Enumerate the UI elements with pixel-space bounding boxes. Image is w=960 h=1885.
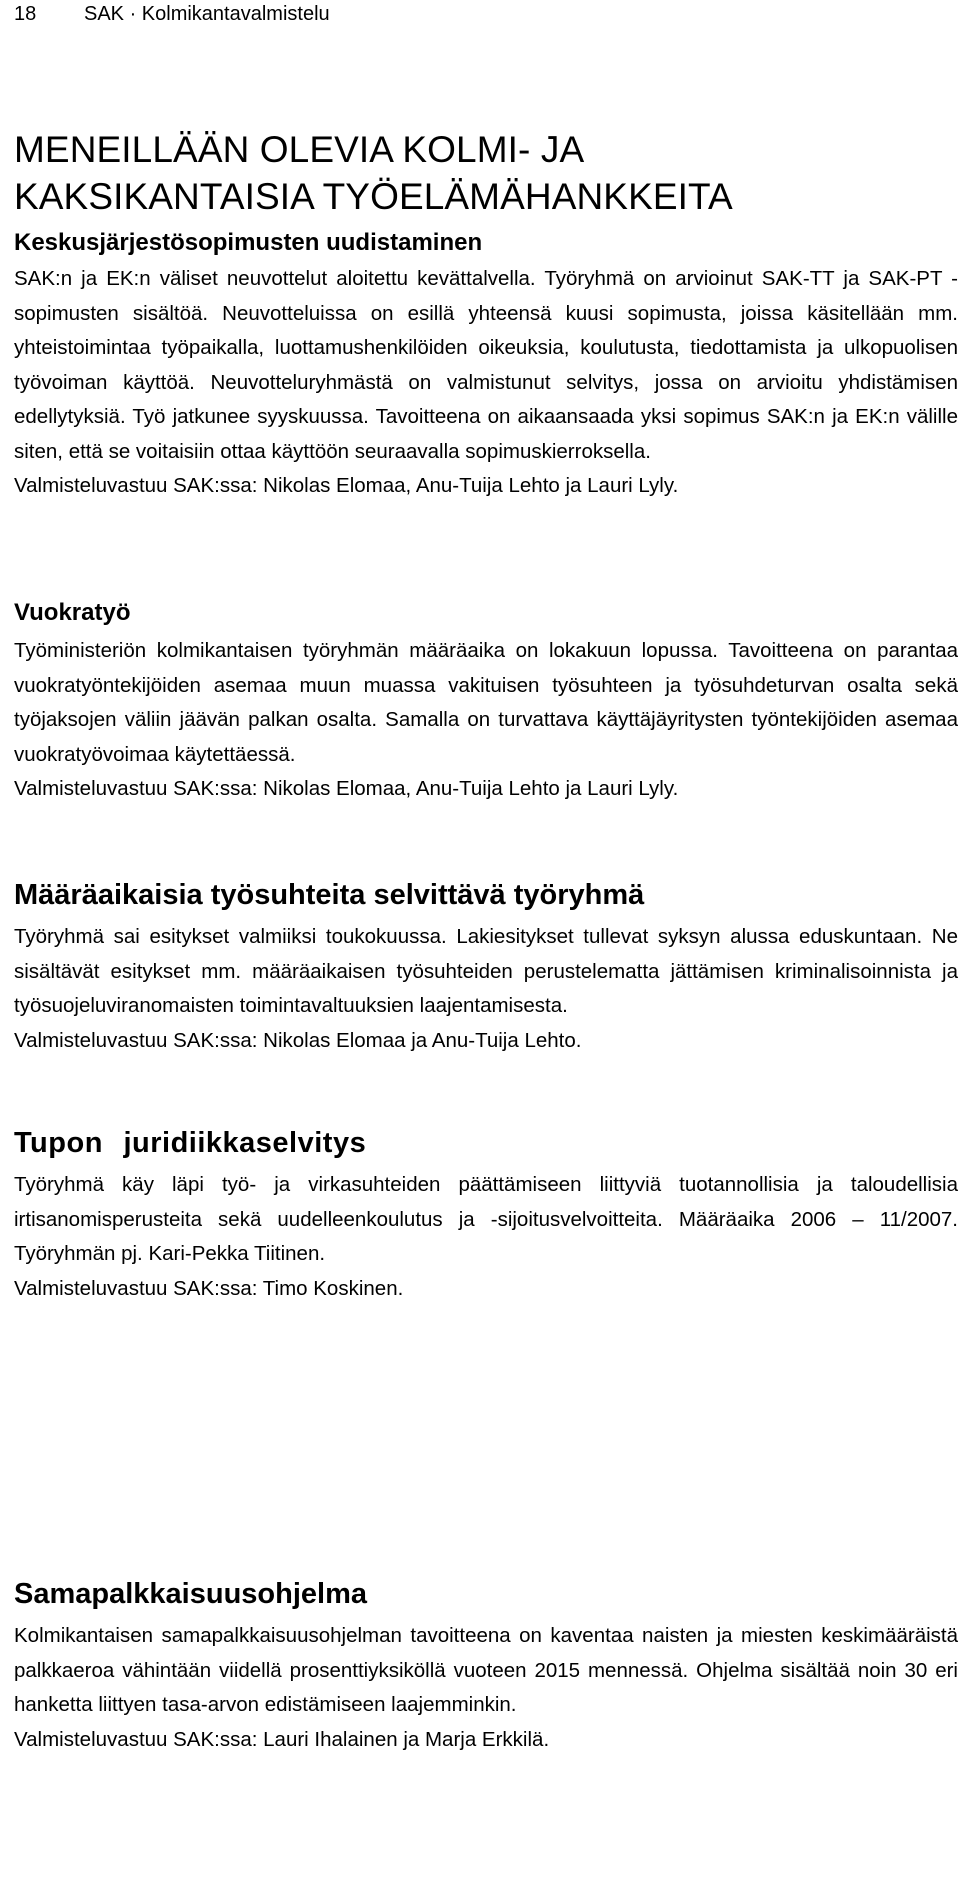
- section-credit: Valmisteluvastuu SAK:ssa: Timo Koskinen.: [14, 1276, 404, 1300]
- section-heading: Määräaikaisia työsuhteita selvittävä työryhmä: [14, 879, 645, 911]
- section-vuokratyo: [14, 596, 958, 807]
- section-heading: Tupon juridiikkaselvitys: [14, 1127, 367, 1159]
- section-body: Työministeriön kolmikantaisen työryhmän määräaika on lokakuun lopussa. Tavoitteena on parantaa vuokratyöntekijöiden asemaa muun muassa vakituisen työsuhteen ja työsuhdeturvan osalta sekä työjaksojen väliin jäävän palkan osalta. Samalla on turvattava käyttäjäyritysten työntekijöiden asemaa vuokratyövoimaa käytettäessä.: [14, 639, 958, 766]
- section-credit: Valmisteluvastuu SAK:ssa: Nikolas Elomaa, Anu-Tuija Lehto ja Lauri Lyly.: [14, 474, 679, 497]
- page-title-line-1: MENEILLÄÄN OLEVIA KOLMI- JA: [14, 129, 585, 170]
- running-title: SAK · Kolmikantavalmistelu: [84, 3, 330, 25]
- section-samapalkkaisuusohjelma: [14, 1575, 958, 1757]
- section-keskusjarjestosopimukset: [14, 226, 958, 504]
- section-body: SAK:n ja EK:n väliset neuvottelut aloitettu kevättalvella. Työryhmä on arvioinut SAK-TT ja SAK-PT -sopimusten sisältöä. Neuvotteluissa on esillä yhteensä kuusi sopimusta, joissa käsitellään mm. yhteistoimintaa työpaikalla, luottamushenkilöiden oikeuksia, koulutusta, tiedottamista ja ulkopuolisen työvoiman käyttöä. Neuvotteluryhmästä on valmistunut selvitys, jossa on arvioitu yhdistämisen edellytyksiä. Työ jatkunee syyskuussa. Tavoitteena on aikaansaada yksi sopimus SAK:n ja EK:n välille siten, että se voitaisiin ottaa käyttöön seuraavalla sopimuskierroksella.: [14, 267, 958, 463]
- running-header: [14, 0, 946, 28]
- section-maaraaikaiset-tyosuhteet: [14, 876, 958, 1058]
- section-credit: Valmisteluvastuu SAK:ssa: Nikolas Elomaa, Anu-Tuija Lehto ja Lauri Lyly.: [14, 777, 679, 800]
- section-heading: Keskusjärjestösopimusten uudistaminen: [14, 229, 483, 256]
- section-body: Työryhmä käy läpi työ- ja virkasuhteiden päättämiseen liittyviä tuotannollisia ja taloudellisia irtisanomisperusteita sekä uudelleenkoulutus ja -sijoitusvelvoitteita. Määräaika 2006 – 11/2007. Työryhmän pj. Kari-Pekka Tiitinen.: [14, 1173, 958, 1265]
- section-body: Työryhmä sai esitykset valmiiksi toukokuussa. Lakiesitykset tullevat syksyn alussa eduskuntaan. Ne sisältävät esitykset mm. määräaikaisen työsuhteiden perustelematta jättämisen kriminalisoinnista ja työsuojeluviranomaisten toimintavaltuuksien laajentamisesta.: [14, 925, 958, 1017]
- section-tupon-juridiikkaselvitys: [14, 1124, 958, 1306]
- page-number: 18: [14, 3, 37, 25]
- section-credit: Valmisteluvastuu SAK:ssa: Nikolas Elomaa ja Anu-Tuija Lehto.: [14, 1028, 582, 1052]
- section-credit: Valmisteluvastuu SAK:ssa: Lauri Ihalainen ja Marja Erkkilä.: [14, 1727, 550, 1751]
- page-title: [14, 126, 954, 220]
- section-heading: Samapalkkaisuusohjelma: [14, 1578, 367, 1610]
- section-heading: Vuokratyö: [14, 599, 131, 626]
- section-body: Kolmikantaisen samapalkkaisuusohjelman tavoitteena on kaventaa naisten ja miesten keskimääräistä palkkaeroa vähintään viidellä prosenttiyksiköllä vuoteen 2015 mennessä. Ohjelma sisältää noin 30 eri hanketta liittyen tasa-arvon edistämiseen laajemminkin.: [14, 1624, 958, 1716]
- page-title-line-2: KAKSIKANTAISIA TYÖELÄMÄHANKKEITA: [14, 176, 733, 217]
